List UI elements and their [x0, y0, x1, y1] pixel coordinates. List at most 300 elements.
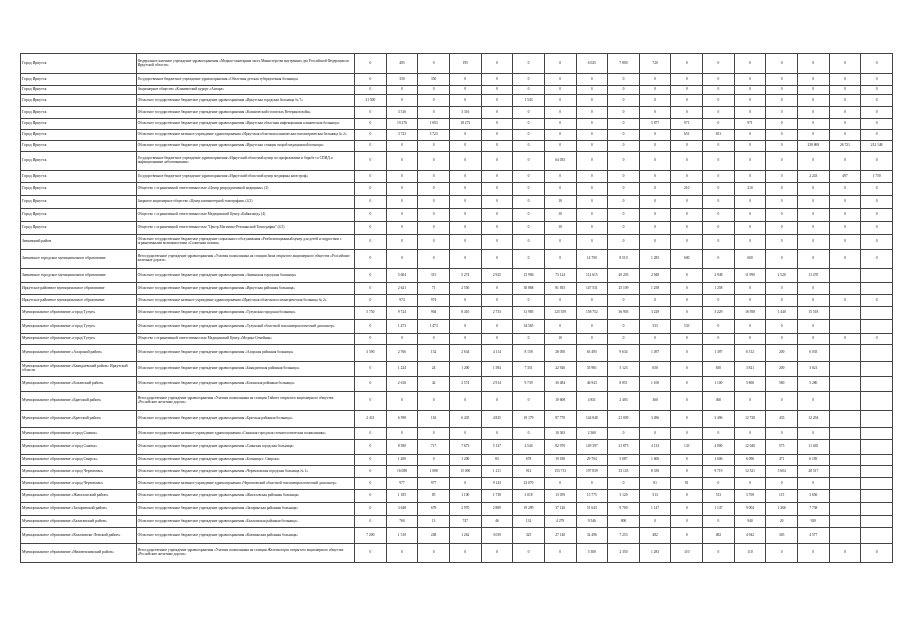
- cell-value: 0: [671, 152, 703, 171]
- cell-municipality: Город Иркутск: [21, 54, 137, 74]
- cell-value: 0: [513, 54, 545, 74]
- cell-value: 482: [639, 528, 671, 544]
- cell-value: [829, 392, 861, 411]
- cell-value: 0: [355, 107, 387, 119]
- cell-value: 0: [861, 95, 893, 107]
- cell-value: 20: [766, 516, 798, 528]
- cell-value: [861, 283, 893, 295]
- cell-value: 0: [544, 171, 576, 183]
- cell-value: 4 279: [544, 516, 576, 528]
- cell-value: 0: [703, 544, 735, 563]
- cell-value: 0: [386, 141, 418, 152]
- cell-value: [861, 377, 893, 392]
- cell-value: 0: [671, 171, 703, 183]
- cell-value: 2 948: [639, 269, 671, 283]
- cell-municipality: Город Иркутск: [21, 74, 137, 86]
- cell-value: [829, 478, 861, 490]
- cell-value: 0: [671, 503, 703, 516]
- cell-value: 0: [386, 209, 418, 222]
- cell-municipality: Город Иркутск: [21, 119, 137, 130]
- cell-value: 0: [734, 54, 766, 74]
- cell-value: 0: [449, 171, 481, 183]
- cell-value: 1 100: [703, 377, 735, 392]
- cell-organization: Областное государственное бюджетное учреждение здравоохранения «Иркутская областная инфекционная клиническая больница»: [136, 119, 354, 130]
- cell-value: 0: [481, 107, 513, 119]
- cell-value: 0: [386, 152, 418, 171]
- cell-value: 97 770: [544, 411, 576, 428]
- cell-value: 0: [481, 235, 513, 250]
- cell-value: 0: [797, 235, 829, 250]
- cell-value: 3 769: [734, 490, 766, 503]
- cell-value: 0: [734, 74, 766, 86]
- cell-value: 0: [418, 141, 450, 152]
- cell-value: 0: [861, 250, 893, 269]
- cell-value: 6 598: [386, 411, 418, 428]
- cell-value: 0: [386, 196, 418, 209]
- cell-value: 0: [829, 54, 861, 74]
- cell-value: 0: [671, 392, 703, 411]
- cell-value: 9 004: [734, 503, 766, 516]
- cell-value: 0: [449, 95, 481, 107]
- cell-value: 920: [797, 516, 829, 528]
- cell-value: 365: [766, 528, 798, 544]
- cell-value: 0: [639, 334, 671, 345]
- table-row: [21, 544, 893, 563]
- cell-value: 1 200: [386, 455, 418, 466]
- cell-value: 977: [418, 478, 450, 490]
- cell-value: [861, 440, 893, 455]
- cell-organization: Областное государственное бюджетное учреждение здравоохранения «Братская районная больница»: [136, 411, 354, 428]
- cell-value: 110: [671, 544, 703, 563]
- cell-value: 0: [861, 74, 893, 86]
- cell-value: 0: [639, 86, 671, 95]
- cell-value: 0: [481, 250, 513, 269]
- cell-value: 0: [734, 209, 766, 222]
- cell-value: 0: [449, 209, 481, 222]
- table-row: [21, 141, 893, 152]
- cell-value: 0: [355, 130, 387, 141]
- cell-value: 0: [639, 196, 671, 209]
- cell-value: 0: [671, 196, 703, 209]
- table-row: [21, 283, 893, 295]
- cell-value: [861, 503, 893, 516]
- cell-value: 3 120: [608, 490, 640, 503]
- cell-value: 0: [703, 250, 735, 269]
- cell-value: 0: [608, 171, 640, 183]
- cell-value: 12 040: [734, 440, 766, 455]
- cell-value: 0: [797, 74, 829, 86]
- cell-value: 0: [481, 54, 513, 74]
- cell-value: 0: [544, 74, 576, 86]
- cell-value: 0: [766, 250, 798, 269]
- cell-value: 6 035: [797, 345, 829, 362]
- cell-value: 25 109: [608, 283, 640, 295]
- cell-value: 8 851: [608, 377, 640, 392]
- cell-value: 1 266: [766, 503, 798, 516]
- cell-value: [829, 320, 861, 334]
- cell-value: 0: [355, 222, 387, 235]
- cell-value: 2 243: [797, 171, 829, 183]
- cell-value: 0: [576, 141, 608, 152]
- table-row: [21, 107, 893, 119]
- cell-value: 0: [513, 141, 545, 152]
- cell-value: 0: [355, 196, 387, 209]
- cell-value: 238 869: [797, 141, 829, 152]
- cell-value: 5 604: [766, 466, 798, 478]
- cell-value: 533: [671, 320, 703, 334]
- cell-value: 0: [355, 235, 387, 250]
- cell-organization: Областное государственное казенное учреждение здравоохранения «Иркутская областная психиатрическая больница № 2»: [136, 295, 354, 307]
- cell-value: 0: [513, 544, 545, 563]
- cell-value: 0: [734, 95, 766, 107]
- cell-value: 8 410: [449, 307, 481, 320]
- cell-value: 0: [829, 130, 861, 141]
- cell-value: 0: [671, 362, 703, 377]
- cell-value: 678: [418, 503, 450, 516]
- cell-value: 0: [671, 235, 703, 250]
- cell-value: 0: [639, 183, 671, 196]
- cell-value: 0: [418, 334, 450, 345]
- cell-value: 0: [449, 152, 481, 171]
- cell-value: 0: [544, 295, 576, 307]
- cell-value: 0: [703, 86, 735, 95]
- cell-municipality: Зиминское городское муниципальное образование: [21, 250, 137, 269]
- cell-value: 0: [418, 95, 450, 107]
- cell-municipality: Муниципальное образование «Заларинский район»: [21, 503, 137, 516]
- cell-value: 0: [544, 130, 576, 141]
- cell-value: 16 958: [734, 307, 766, 320]
- cell-value: 8 158: [513, 345, 545, 362]
- cell-value: 0: [576, 334, 608, 345]
- cell-value: [861, 362, 893, 377]
- cell-organization: Государственное бюджетное учреждение здравоохранения «Иркутский областной центр медицины катастроф»: [136, 171, 354, 183]
- cell-value: [829, 283, 861, 295]
- cell-value: 0: [671, 307, 703, 320]
- cell-municipality: Муниципальное образование «город Саянск»: [21, 428, 137, 440]
- cell-organization: Областное государственное бюджетное учреждение здравоохранения «Клинический госпиталь Ветеранов войн»: [136, 107, 354, 119]
- cell-municipality: Муниципальное образование «Балаганский район»: [21, 516, 137, 528]
- cell-value: 10 608: [544, 392, 576, 411]
- cell-value: [861, 345, 893, 362]
- cell-value: 974: [418, 295, 450, 307]
- cell-value: 800: [608, 516, 640, 528]
- cell-municipality: Город Иркутск: [21, 95, 137, 107]
- cell-value: 3 229: [703, 307, 735, 320]
- cell-value: 0: [418, 392, 450, 411]
- cell-value: 81 835: [544, 283, 576, 295]
- cell-value: 0: [449, 222, 481, 235]
- cell-value: 0: [481, 152, 513, 171]
- cell-value: 0: [861, 107, 893, 119]
- cell-value: 0: [703, 171, 735, 183]
- cell-value: 0: [386, 250, 418, 269]
- cell-value: 4 114: [481, 345, 513, 362]
- cell-value: 18 273: [449, 119, 481, 130]
- cell-value: 0: [513, 74, 545, 86]
- cell-value: 4 831: [576, 392, 608, 411]
- table-row: [21, 171, 893, 183]
- cell-value: 760: [386, 516, 418, 528]
- cell-value: 0: [703, 95, 735, 107]
- cell-value: [829, 503, 861, 516]
- cell-value: 112 615: [576, 269, 608, 283]
- cell-value: 0: [703, 235, 735, 250]
- cell-value: 0: [355, 516, 387, 528]
- cell-value: 0: [608, 152, 640, 171]
- cell-value: 0: [481, 183, 513, 196]
- cell-municipality: Город Иркутск: [21, 141, 137, 152]
- table-row: [21, 250, 893, 269]
- cell-value: 2 925: [481, 269, 513, 283]
- cell-value: 600: [671, 250, 703, 269]
- cell-municipality: Муниципальное образование «город Саянск»: [21, 440, 137, 455]
- cell-municipality: Муниципальное образование «Братский район»: [21, 411, 137, 428]
- cell-value: 6 435: [449, 411, 481, 428]
- cell-value: 977: [386, 478, 418, 490]
- cell-value: 971: [734, 119, 766, 130]
- cell-value: 0: [671, 345, 703, 362]
- cell-value: 0: [481, 334, 513, 345]
- cell-value: 0: [449, 250, 481, 269]
- cell-value: 0: [386, 183, 418, 196]
- cell-value: 0: [639, 141, 671, 152]
- table-row: [21, 503, 893, 516]
- cell-value: 0: [766, 544, 798, 563]
- cell-organization: Общество с ограниченной ответственностью Медицинский Центр «Медика-Семейная»: [136, 334, 354, 345]
- table-row: [21, 222, 893, 235]
- cell-value: 0: [671, 107, 703, 119]
- cell-value: 0: [671, 377, 703, 392]
- table-row: [21, 455, 893, 466]
- cell-value: 4 577: [797, 528, 829, 544]
- cell-value: 904: [418, 307, 450, 320]
- cell-organization: Областное государственное бюджетное учреждение здравоохранения «Заларинская районная больница»: [136, 503, 354, 516]
- cell-value: 2 948: [703, 269, 735, 283]
- cell-value: 1 285: [639, 250, 671, 269]
- cell-value: 0: [861, 86, 893, 95]
- cell-value: 717: [418, 440, 450, 455]
- cell-value: 1 606: [639, 455, 671, 466]
- cell-value: 3 656: [797, 490, 829, 503]
- cell-value: 0: [797, 478, 829, 490]
- cell-value: 0: [703, 107, 735, 119]
- cell-value: 3 723: [386, 130, 418, 141]
- cell-value: 0: [544, 478, 576, 490]
- cell-value: 315: [418, 269, 450, 283]
- cell-organization: Государственное бюджетное учреждение здравоохранения «Областная детская туберкулезная больница»: [136, 74, 354, 86]
- cell-value: 0: [861, 119, 893, 130]
- cell-organization: Областное государственное бюджетное учреждение здравоохранения «Баяндаевская районная больница»: [136, 362, 354, 377]
- cell-municipality: Муниципальное образование «Нижнеилимский район»: [21, 544, 137, 563]
- cell-value: 0: [418, 222, 450, 235]
- cell-value: 0: [703, 334, 735, 345]
- cell-value: 1 224: [386, 362, 418, 377]
- cell-organization: Закрытое акционерное общество «Центр компьютерной томографии» (4,5): [136, 196, 354, 209]
- cell-value: 350: [418, 74, 450, 86]
- table-row: [21, 54, 893, 74]
- cell-organization: Областное государственное бюджетное учреждение здравоохранения «Жигаловская районная больница»: [136, 490, 354, 503]
- cell-value: [861, 392, 893, 411]
- cell-value: 0: [355, 544, 387, 563]
- cell-value: 0: [671, 466, 703, 478]
- cell-value: 12 521: [734, 466, 766, 478]
- cell-municipality: Иркутское районное муниципальное образование: [21, 295, 137, 307]
- cell-value: [829, 440, 861, 455]
- cell-value: [861, 490, 893, 503]
- cell-value: 0: [797, 196, 829, 209]
- cell-value: 0: [766, 119, 798, 130]
- cell-value: 0: [703, 119, 735, 130]
- cell-value: 0: [418, 86, 450, 95]
- cell-value: 1 262: [449, 528, 481, 544]
- cell-value: 64 035: [544, 152, 576, 171]
- cell-value: 13 059: [544, 490, 576, 503]
- cell-value: 0: [481, 119, 513, 130]
- cell-value: 28 517: [797, 466, 829, 478]
- cell-municipality: Муниципальное образование «город Черемхово»: [21, 478, 137, 490]
- cell-organization: Областное государственное бюджетное учреждение здравоохранения «Казачинская районная больница»: [136, 528, 354, 544]
- table-row: [21, 152, 893, 171]
- cell-organization: Областное государственное бюджетное учреждение здравоохранения «Балаганская районная больница»: [136, 516, 354, 528]
- cell-value: 248: [418, 528, 450, 544]
- cell-value: 6 025: [576, 54, 608, 74]
- cell-organization: Негосударственное учреждение здравоохранения «Узловая поликлиника на станции Тайшет открытого акционерного общества «Российские железные дороги»: [136, 392, 354, 411]
- cell-value: 133: [671, 440, 703, 455]
- cell-value: 0: [449, 392, 481, 411]
- cell-value: [829, 269, 861, 283]
- cell-value: 1 211: [481, 466, 513, 478]
- cell-value: 0: [766, 152, 798, 171]
- cell-value: 6 096: [734, 455, 766, 466]
- cell-value: 325: [513, 528, 545, 544]
- cell-organization: Областное государственное бюджетное учреждение здравоохранения «Иркутская станция скорой медицинской помощи»: [136, 141, 354, 152]
- cell-value: 2 733: [481, 307, 513, 320]
- cell-value: 110: [734, 544, 766, 563]
- cell-value: [861, 269, 893, 283]
- cell-value: 0: [671, 95, 703, 107]
- cell-value: 0: [671, 74, 703, 86]
- cell-value: 0: [449, 183, 481, 196]
- cell-value: 1 100: [449, 490, 481, 503]
- cell-organization: Областное государственное бюджетное учреждение здравоохранения «Тулунский областной психоневрологический диспансер»: [136, 320, 354, 334]
- cell-value: 36 903: [608, 307, 640, 320]
- cell-value: 2 621: [386, 283, 418, 295]
- cell-value: 0: [639, 152, 671, 171]
- cell-value: 0: [513, 235, 545, 250]
- cell-value: 0: [797, 130, 829, 141]
- cell-value: 0: [861, 544, 893, 563]
- cell-municipality: Муниципальное образование «Казачинско-Ленский район»: [21, 528, 137, 544]
- cell-value: 0: [766, 478, 798, 490]
- cell-value: 3 018: [513, 490, 545, 503]
- cell-value: 0: [386, 95, 418, 107]
- cell-municipality: Муниципальное образование «город Черемхово»: [21, 466, 137, 478]
- cell-value: 15 000: [449, 466, 481, 478]
- cell-value: 0: [797, 295, 829, 307]
- cell-value: 6 512: [734, 345, 766, 362]
- cell-value: 10: [544, 196, 576, 209]
- cell-value: 51 643: [576, 503, 608, 516]
- cell-value: 0: [418, 209, 450, 222]
- cell-value: 0: [829, 95, 861, 107]
- table-row: [21, 345, 893, 362]
- cell-value: 0: [703, 478, 735, 490]
- cell-value: 0: [734, 283, 766, 295]
- cell-value: 0: [734, 334, 766, 345]
- cell-value: 0: [355, 86, 387, 95]
- cell-value: 0: [608, 130, 640, 141]
- cell-value: 10: [544, 334, 576, 345]
- table-row: [21, 362, 893, 377]
- cell-value: 0: [355, 250, 387, 269]
- cell-value: 0: [355, 74, 387, 86]
- cell-value: 0: [861, 334, 893, 345]
- cell-value: 46: [481, 516, 513, 528]
- cell-value: [861, 307, 893, 320]
- cell-value: 0: [829, 222, 861, 235]
- cell-value: 8 510: [608, 250, 640, 269]
- cell-value: 30 484: [544, 377, 576, 392]
- cell-value: 0: [576, 478, 608, 490]
- cell-value: 0: [671, 86, 703, 95]
- cell-value: 85: [418, 490, 450, 503]
- cell-value: 0: [355, 478, 387, 490]
- table-body: [21, 54, 893, 563]
- table-row: [21, 269, 893, 283]
- cell-value: 71: [418, 283, 450, 295]
- cell-value: 0: [355, 320, 387, 334]
- cell-organization: Областное государственное казенное учреждение здравоохранения «Саянская городская стоматологическая поликлиника»: [136, 428, 354, 440]
- cell-value: 5 860: [734, 377, 766, 392]
- cell-value: 0: [671, 334, 703, 345]
- cell-value: 0: [449, 544, 481, 563]
- cell-value: 1 185: [386, 490, 418, 503]
- table-row: [21, 307, 893, 320]
- cell-value: 0: [481, 95, 513, 107]
- cell-municipality: Иркутское районное муниципальное образование: [21, 283, 137, 295]
- cell-organization: Государственное бюджетное учреждение здравоохранения «Иркутский областной центр по профилактике и борьбе со СПИД и инфекционными заболеваниями»: [136, 152, 354, 171]
- cell-value: 0: [355, 209, 387, 222]
- cell-value: 0: [576, 74, 608, 86]
- cell-value: 2 766: [386, 345, 418, 362]
- cell-value: 9 546: [576, 516, 608, 528]
- cell-value: 0: [544, 320, 576, 334]
- cell-value: 0: [449, 428, 481, 440]
- cell-value: 0: [766, 183, 798, 196]
- cell-value: 0: [766, 209, 798, 222]
- cell-value: 28 050: [544, 345, 576, 362]
- cell-value: 10: [544, 209, 576, 222]
- cell-value: 19 179: [513, 411, 545, 428]
- cell-value: 115: [766, 490, 798, 503]
- table-row: [21, 466, 893, 478]
- cell-value: 0: [355, 377, 387, 392]
- cell-value: 0: [797, 119, 829, 130]
- cell-value: 0: [481, 283, 513, 295]
- cell-value: 0: [449, 130, 481, 141]
- cell-value: 0: [766, 235, 798, 250]
- cell-value: 210: [671, 183, 703, 196]
- cell-value: 1 003: [418, 119, 450, 130]
- cell-value: 0: [608, 428, 640, 440]
- cell-value: 0: [797, 107, 829, 119]
- cell-value: 8 390: [386, 440, 418, 455]
- table-row: [21, 478, 893, 490]
- cell-value: 5 123: [608, 362, 640, 377]
- cell-value: 0: [513, 107, 545, 119]
- cell-value: 0: [513, 392, 545, 411]
- cell-value: 0: [766, 74, 798, 86]
